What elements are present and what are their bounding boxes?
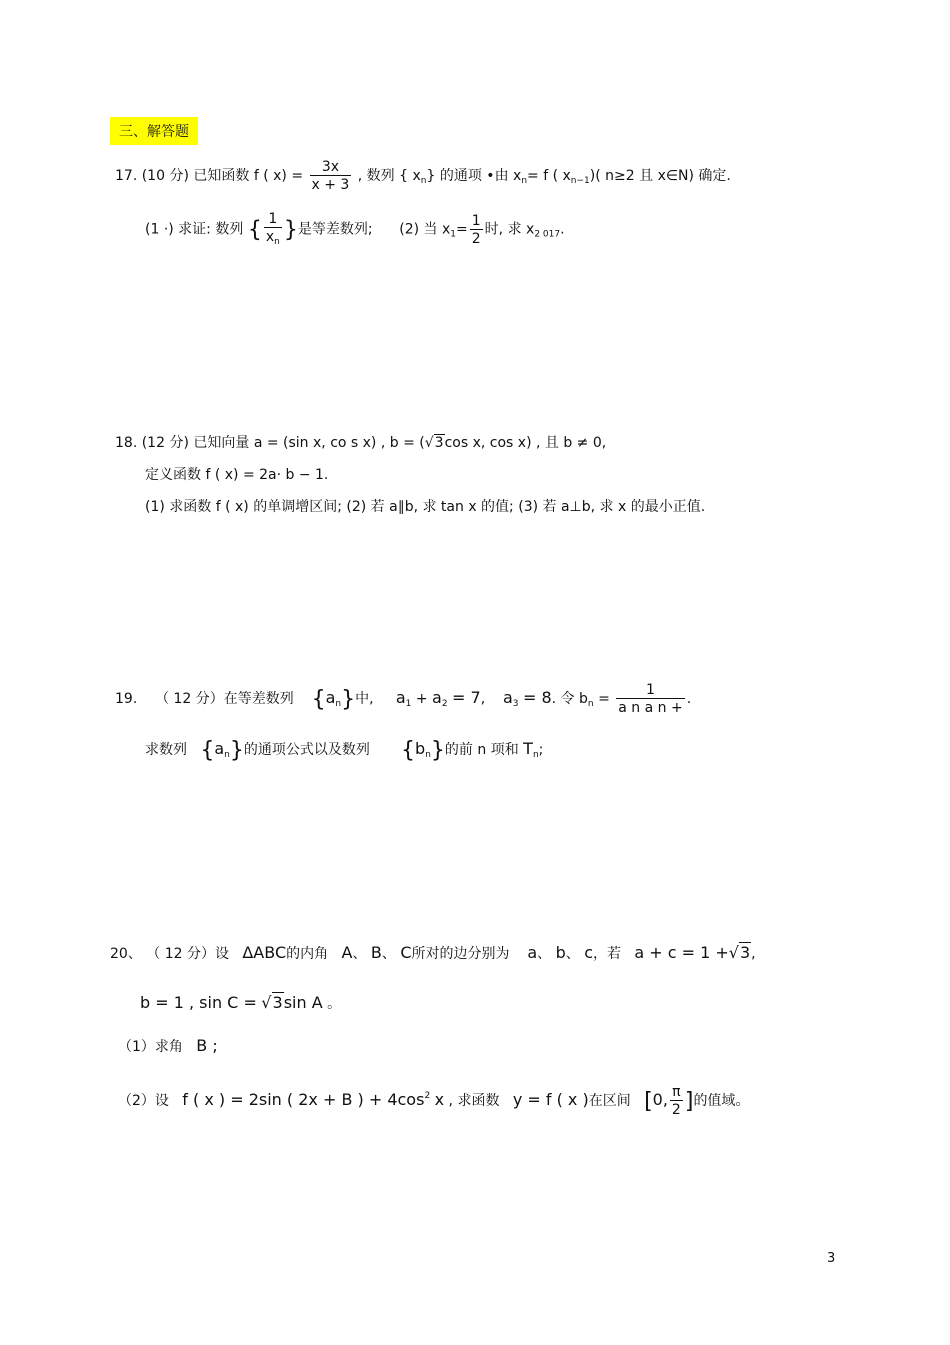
comma: , (480, 691, 486, 707)
seq-a: a (325, 688, 336, 707)
q17-frac-den: x + 3 (311, 177, 350, 193)
q17-fraction (310, 160, 352, 192)
sqrt-sign: √ (728, 943, 739, 962)
sub-2017: 2 017 (534, 229, 561, 240)
sup-2: 2 (424, 1091, 431, 1101)
frac-num: 1 (471, 212, 481, 229)
sub-2: 2 (441, 699, 448, 709)
sub-n: n (521, 176, 528, 186)
angle-a: A (341, 943, 353, 962)
q20-part1-a: （1）求角 (118, 1039, 183, 1055)
left-bracket: [ (644, 1089, 653, 1114)
q20-suodui: 所对的边分别为 (411, 946, 510, 962)
sub-n: n (224, 750, 230, 760)
q17-stem-e: )( n≥2 且 x∈N) 确定. (589, 168, 731, 184)
right-brace: } (283, 217, 298, 243)
frac-den: 2 (471, 230, 481, 247)
angle-b: B (370, 943, 382, 962)
side-c: c (584, 943, 593, 962)
sqrt-radicand: 3 (739, 943, 751, 962)
right-brace: } (430, 738, 445, 763)
q20-part2-a: （2）设 (118, 1093, 169, 1109)
question-17-parts (145, 212, 565, 247)
bn: b (579, 691, 588, 707)
sep: 、 (352, 946, 367, 962)
left-brace: { (401, 738, 416, 763)
q17-part1-b: 是等差数列; (297, 221, 373, 238)
q17-part2: (2) 当 x (399, 221, 451, 238)
semicolon: ; (538, 742, 544, 758)
q20-part1 (118, 1038, 218, 1054)
question-20 (110, 945, 756, 961)
eq2-rhs: = 8 (522, 688, 552, 707)
q17-stem: 已知函数 f ( x) = (193, 168, 304, 184)
a2: a (432, 688, 442, 707)
equals: = (598, 691, 610, 707)
frac-den: $x_n$ (265, 229, 280, 247)
sep: 、 (565, 946, 580, 962)
q19-qiu: 求数列 (145, 742, 187, 758)
q17-frac-num: 3x (321, 159, 340, 175)
q19-zhong: 中, (355, 691, 374, 707)
angle-c: C (400, 943, 412, 962)
section-heading: 三、解答题 (110, 117, 198, 145)
q20-line2-a: b = 1 , sin C = (140, 993, 257, 1012)
frac-num: 1 (268, 211, 278, 227)
q20-part2-c: 在区间 (588, 1093, 631, 1109)
comma: , (751, 946, 756, 962)
q20-score: （ 12 分） (146, 946, 215, 962)
q20-eq-lhs: a + c = 1 + (634, 943, 729, 962)
q17-part2-fraction (470, 214, 483, 246)
sqrt-radicand: 3 (434, 435, 444, 451)
plus: + (415, 691, 428, 707)
a1: a (395, 688, 406, 707)
q20-line2 (140, 995, 341, 1011)
sub-n: n (420, 176, 427, 186)
side-a: a (527, 943, 538, 962)
sub-1: 1 (450, 229, 457, 240)
q18-line1-b: cos x, cos x) , 且 b ≠ 0, (444, 435, 607, 451)
pi-over-2 (670, 1085, 683, 1117)
q17-stem-d: = f ( x (527, 168, 571, 184)
seq-a: a (214, 739, 225, 758)
q19-line2-b: 的通项公式以及数列 (243, 742, 370, 758)
frac-den: a n a n + (618, 700, 683, 716)
equals: = (456, 221, 468, 238)
q17-part2-c: 时, 求 x (484, 221, 535, 238)
sub-n: n (587, 699, 594, 709)
q20-number: 20、 (110, 946, 142, 962)
question-18 (115, 436, 606, 450)
frac-num: π (672, 1084, 681, 1100)
left-brace: { (200, 738, 215, 763)
period: . (686, 691, 692, 707)
sub-n: n (425, 750, 431, 760)
q18-line1: 已知向量 a = (sin x, co s x) , b = ( (193, 435, 425, 451)
q20-part2-d: 的值域。 (693, 1093, 750, 1109)
sub-n: n (532, 750, 539, 760)
sqrt-radicand: 3 (272, 993, 283, 1012)
right-brace: } (229, 738, 244, 763)
right-brace: } (341, 687, 356, 712)
q20-x: x (434, 1090, 445, 1109)
q19-number: 19. (115, 691, 138, 707)
sub-1: 1 (405, 699, 412, 709)
side-b: b (555, 943, 566, 962)
q17-number: 17. (115, 168, 138, 184)
q19-ling: . 令 (551, 691, 575, 707)
q20-she: 设 (215, 946, 229, 962)
q20-part2 (118, 1085, 749, 1117)
a3: a (502, 688, 513, 707)
q20-neijiao: 的内角 (286, 946, 329, 962)
q20-line2-c: 。 (327, 996, 342, 1012)
q19-bn-fraction (616, 683, 684, 715)
period: . (560, 221, 565, 238)
q20-ruo: ，若 (592, 946, 621, 962)
sub-n: n (335, 699, 342, 709)
frac-num: 1 (646, 682, 655, 698)
q19-line2-c: 的前 n 项和 (444, 742, 519, 758)
q18-score: (12 分) (141, 435, 189, 451)
right-bracket: ] (684, 1089, 694, 1114)
q19-line2 (145, 740, 543, 762)
left-brace: { (311, 687, 326, 712)
q20-function: f ( x ) = 2sin ( 2x + B ) + 4cos (182, 1090, 425, 1109)
q17-stem-b: , 数列 { x (357, 168, 421, 184)
q20-line2-b: sin A (283, 993, 323, 1012)
q18-number: 18. (115, 435, 138, 451)
interval-start: 0, (652, 1090, 668, 1109)
tn: T (523, 739, 533, 758)
sep: 、 (537, 946, 552, 962)
sqrt-sign: √ (261, 993, 272, 1012)
q17-score: (10 分) (141, 168, 189, 184)
seq-b: b (415, 739, 426, 758)
question-19 (115, 683, 691, 715)
q19-score: （ 12 分） (155, 691, 224, 707)
q17-part1-fraction (264, 212, 282, 247)
sub-3: 3 (512, 699, 519, 709)
sep: 、 (381, 946, 396, 962)
q19-line1: 在等差数列 (223, 691, 294, 707)
frac-den: 2 (671, 1102, 681, 1118)
q17-stem-c: } 的通项 •由 x (426, 168, 522, 184)
q20-part2-b: , 求函数 (448, 1093, 500, 1109)
sub-n-minus-1: n−1 (570, 176, 590, 186)
sqrt-sign: √ (424, 435, 434, 451)
question-17 (115, 160, 731, 192)
q18-line2: 定义函数 f ( x) = 2a· b − 1. (145, 467, 329, 483)
left-brace: { (247, 217, 262, 243)
q20-part1-b: B ; (196, 1036, 218, 1055)
page-number: 3 (827, 1251, 836, 1266)
q17-part1: (1 ·) 求证: 数列 (145, 221, 244, 238)
q18-line3: (1) 求函数 f ( x) 的单调增区间; (2) 若 a∥b, 求 tan x 的值; (3) 若 a⊥b, 求 x 的最小正值. (145, 499, 706, 515)
q20-y: y = f ( x ) (512, 1090, 589, 1109)
eq1-rhs: = 7 (452, 688, 481, 707)
triangle-abc: ΔABC (242, 943, 287, 962)
